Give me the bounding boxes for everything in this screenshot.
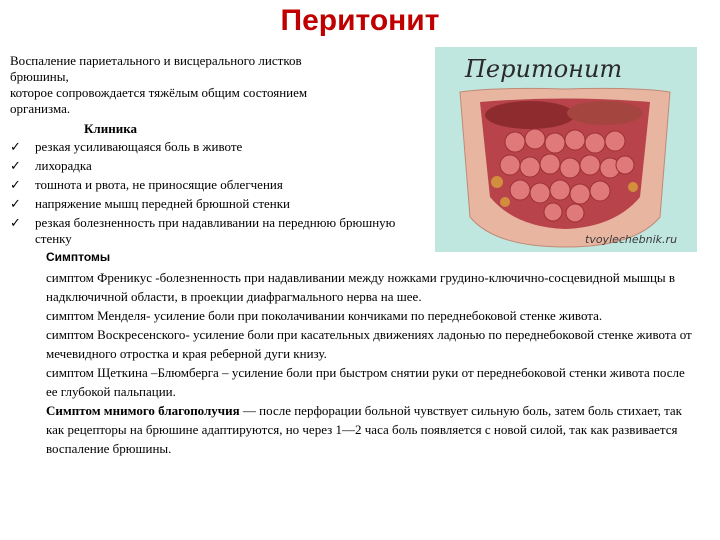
- symptoms-text: [46, 268, 696, 458]
- abdomen-illustration-svg: [435, 47, 697, 252]
- symptom-paragraph: [46, 401, 696, 458]
- page-title: Перитонит: [280, 4, 440, 37]
- definition-text: [10, 53, 430, 117]
- list-item-text: резкая усиливающаяся боль в животе: [35, 139, 243, 154]
- list-item: [10, 177, 430, 193]
- clinic-heading: Клиника: [84, 121, 137, 136]
- list-item: [10, 215, 430, 247]
- definition-line: организма.: [10, 101, 71, 116]
- definition-line: которое сопровождается тяжёлым общим состоянием: [10, 85, 308, 100]
- list-item: [10, 196, 430, 212]
- abdomen-illustration: [435, 47, 697, 252]
- definition-line: брюшины,: [10, 69, 69, 84]
- symptom-paragraph: симптом Менделя- усиление боли при поколачивании кончиками по переднебоковой стенке живота.: [46, 308, 603, 323]
- list-item-text: напряжение мышц передней брюшной стенки: [35, 196, 291, 211]
- checkmark-icon: ✓: [10, 177, 21, 192]
- list-item-text: лихорадка: [35, 158, 92, 173]
- symptoms-heading: Симптомы: [46, 250, 111, 264]
- symptom-label: Симптом мнимого благополучия: [46, 403, 240, 418]
- symptom-description: — после перфорации больной чувствует сильную боль, затем боль стихает, так как рецепторы на брюшине адаптируются, но через 1—2 часа боль появляется с новой силой, так как развивается воспаление брюшины.: [46, 403, 683, 456]
- list-item: [10, 139, 430, 155]
- symptom-paragraph: симптом Воскресенского- усиление боли при касательных движениях ладонью по переднебоковой стенке живота от мечевидного отростка и края реберной дуги книзу.: [46, 327, 692, 361]
- symptom-paragraph: симптом Щеткина –Блюмберга – усиление боли при быстром снятии руки от переднебоковой стенки живота после ее глубокой пальпации.: [46, 365, 685, 399]
- checkmark-icon: ✓: [10, 196, 21, 211]
- definition-line: Воспаление париетального и висцерального листков: [10, 53, 302, 68]
- list-item: [10, 158, 430, 174]
- checkmark-icon: ✓: [10, 139, 21, 154]
- checkmark-icon: ✓: [10, 158, 21, 173]
- clinic-list: [10, 139, 430, 250]
- illustration-caption: Перитонит: [465, 55, 623, 83]
- list-item-text: резкая болезненность при надавливании на переднюю брюшную стенку: [35, 215, 396, 246]
- watermark-text: tvoylechebnik.ru: [585, 233, 678, 246]
- checkmark-icon: ✓: [10, 215, 21, 230]
- list-item-text: тошнота и рвота, не приносящие облегчения: [35, 177, 283, 192]
- symptom-paragraph: симптом Френикус -болезненность при надавливании между ножками грудино-ключично-сосцевидной мышцы в надключичной области, в проекции диафрагмального нерва на шее.: [46, 270, 676, 304]
